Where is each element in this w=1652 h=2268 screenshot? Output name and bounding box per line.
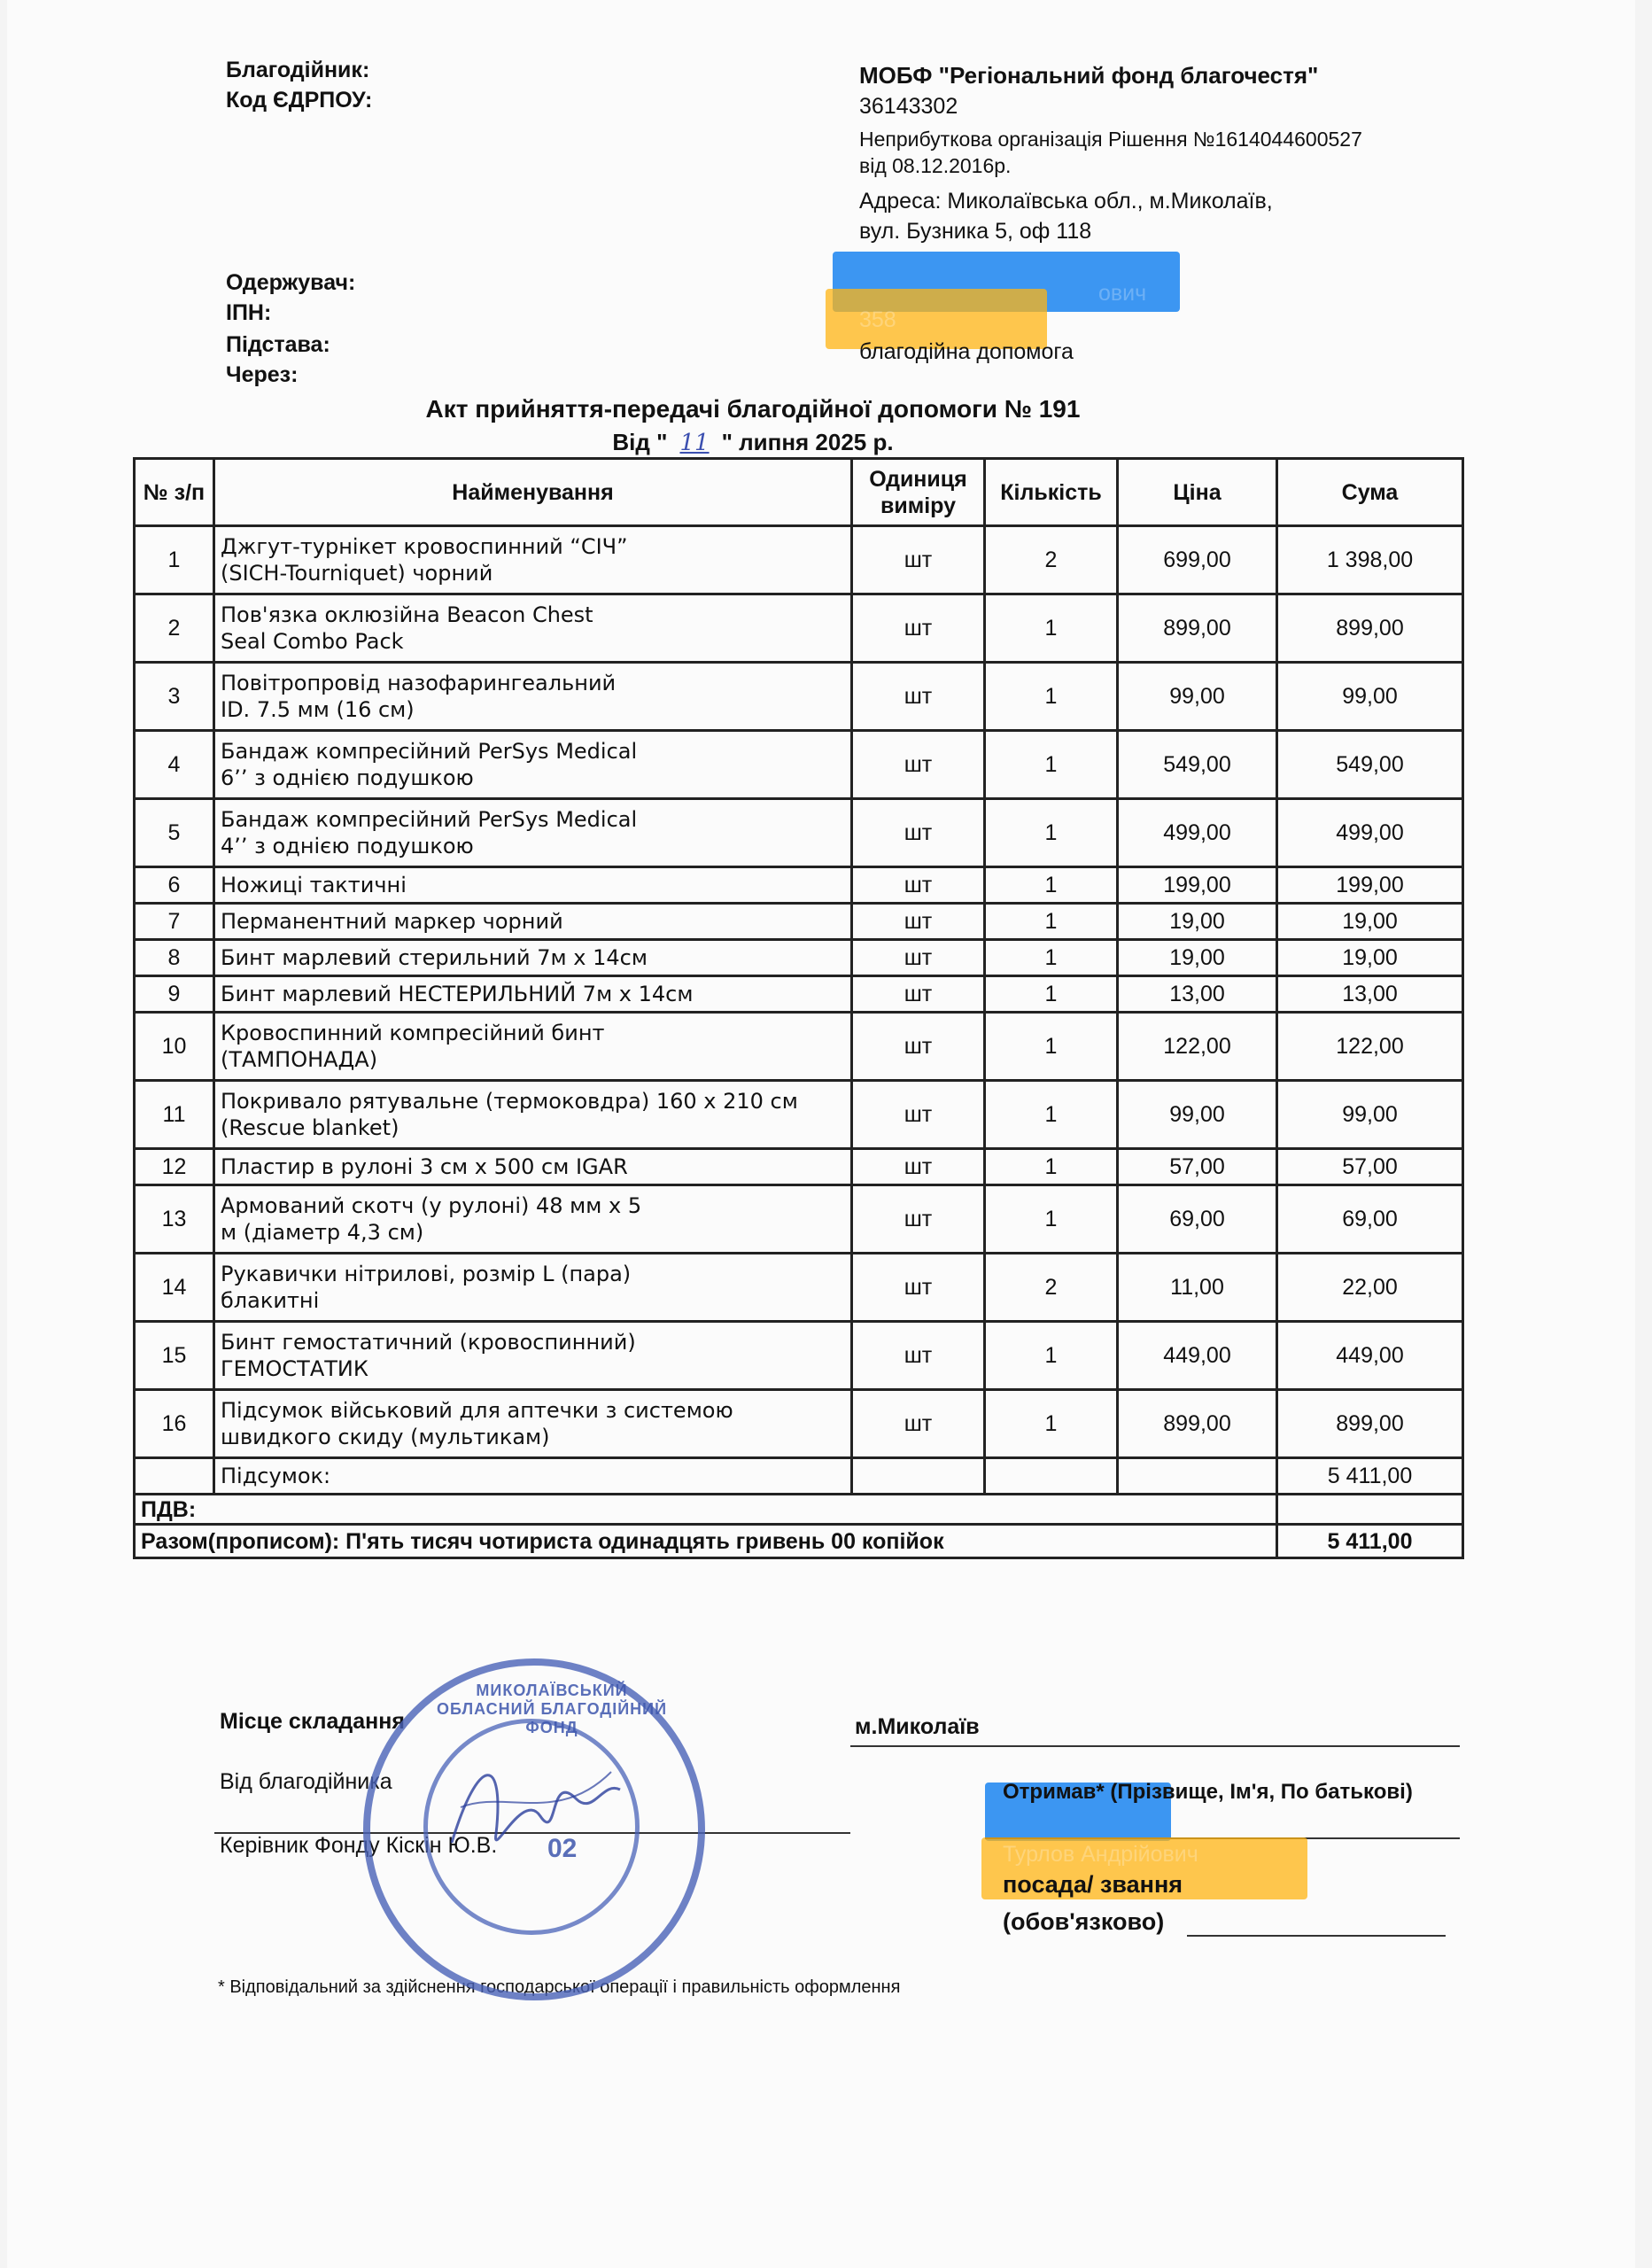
table-row <box>135 1254 1463 1322</box>
row-price: 57,00 <box>1118 1149 1277 1185</box>
row-num: 7 <box>135 904 214 940</box>
row-unit: шт <box>852 1322 985 1390</box>
total-row <box>135 1525 1463 1558</box>
date-suffix: " липня 2025 р. <box>721 429 894 455</box>
row-name-line1: Ножиці тактичні <box>221 873 407 897</box>
row-num: 10 <box>135 1013 214 1081</box>
row-unit: шт <box>852 526 985 594</box>
row-name-line2: 6’’ з однією подушкою <box>221 765 474 790</box>
row-name-line1: Кровоспинний компресійний бинт <box>221 1021 605 1045</box>
date-day: 11 <box>679 430 710 456</box>
row-name-line1: Бинт марлевий стерильний 7м х 14см <box>221 945 648 970</box>
row-sum: 1 398,00 <box>1277 526 1463 594</box>
row-sum: 499,00 <box>1277 799 1463 867</box>
row-qty: 1 <box>985 1390 1118 1458</box>
ipn-label: ІПН: <box>226 300 272 325</box>
row-name-line1: Бандаж компресійний PerSys Medical <box>221 807 638 832</box>
table-row <box>135 731 1463 799</box>
row-qty: 1 <box>985 904 1118 940</box>
receiver-value: ович <box>1098 281 1147 306</box>
signature-scribble <box>425 1736 638 1869</box>
row-unit: шт <box>852 1013 985 1081</box>
row-num: 16 <box>135 1390 214 1458</box>
address-line1: Адреса: Миколаївська обл., м.Миколаїв, <box>859 189 1273 214</box>
row-sum: 57,00 <box>1277 1149 1463 1185</box>
row-sum: 13,00 <box>1277 976 1463 1013</box>
row-qty: 1 <box>985 867 1118 904</box>
row-name-line1: Пластир в рулоні 3 см х 500 см IGAR <box>221 1154 628 1179</box>
table-row <box>135 1013 1463 1081</box>
total-value: 5 411,00 <box>1277 1525 1463 1558</box>
row-unit: шт <box>852 1185 985 1254</box>
row-num: 4 <box>135 731 214 799</box>
row-sum: 69,00 <box>1277 1185 1463 1254</box>
stamp-center-text: 02 <box>547 1834 578 1863</box>
table-row <box>135 1149 1463 1185</box>
date-prefix: Від " <box>612 429 668 455</box>
row-name <box>214 1081 852 1149</box>
row-sum: 549,00 <box>1277 731 1463 799</box>
total-words: Разом(прописом): П'ять тисяч чотириста одинадцять гривень 00 копійок <box>135 1525 1277 1558</box>
row-sum: 19,00 <box>1277 940 1463 976</box>
row-unit: шт <box>852 904 985 940</box>
header-num: № з/п <box>135 459 214 526</box>
row-price: 19,00 <box>1118 940 1277 976</box>
row-name <box>214 1185 852 1254</box>
row-qty: 2 <box>985 1254 1118 1322</box>
code-value: 36143302 <box>859 94 958 119</box>
row-unit: шт <box>852 594 985 663</box>
row-unit: шт <box>852 663 985 731</box>
header-sum: Сума <box>1277 459 1463 526</box>
subtotal-empty <box>985 1458 1118 1495</box>
row-unit: шт <box>852 940 985 976</box>
header-unit: Одиниця виміру <box>852 459 985 526</box>
row-name <box>214 1254 852 1322</box>
row-qty: 1 <box>985 1322 1118 1390</box>
header-name: Найменування <box>214 459 852 526</box>
row-name-line2: блакитні <box>221 1288 320 1313</box>
row-name <box>214 799 852 867</box>
row-sum: 22,00 <box>1277 1254 1463 1322</box>
position-label: посада/ звання <box>1003 1871 1183 1898</box>
row-price: 899,00 <box>1118 1390 1277 1458</box>
row-num: 3 <box>135 663 214 731</box>
row-name <box>214 940 852 976</box>
nonprofit-line2: від 08.12.2016р. <box>859 154 1012 177</box>
row-unit: шт <box>852 1390 985 1458</box>
through-label: Через: <box>226 362 299 387</box>
row-qty: 1 <box>985 1185 1118 1254</box>
row-name-line1: Перманентний маркер чорний <box>221 909 563 934</box>
receiver-label: Одержувач: <box>226 270 356 295</box>
row-num: 9 <box>135 976 214 1013</box>
vat-row <box>135 1495 1463 1525</box>
subtotal-value: 5 411,00 <box>1277 1458 1463 1495</box>
table-row <box>135 1322 1463 1390</box>
row-qty: 1 <box>985 1013 1118 1081</box>
row-unit: шт <box>852 976 985 1013</box>
row-sum: 99,00 <box>1277 1081 1463 1149</box>
header-qty: Кількість <box>985 459 1118 526</box>
row-price: 449,00 <box>1118 1322 1277 1390</box>
row-qty: 1 <box>985 940 1118 976</box>
row-qty: 1 <box>985 663 1118 731</box>
row-price: 549,00 <box>1118 731 1277 799</box>
received-name: Турлов Андрійович <box>1003 1842 1198 1867</box>
row-name-line2: (ТАМПОНАДА) <box>221 1047 378 1072</box>
row-price: 199,00 <box>1118 867 1277 904</box>
row-price: 69,00 <box>1118 1185 1277 1254</box>
row-name <box>214 1013 852 1081</box>
donor-name: МОБФ "Регіональний фонд благочестя" <box>859 62 1319 89</box>
table-row <box>135 594 1463 663</box>
vat-label: ПДВ: <box>135 1495 1277 1525</box>
row-name <box>214 663 852 731</box>
row-num: 14 <box>135 1254 214 1322</box>
table-row <box>135 976 1463 1013</box>
row-qty: 1 <box>985 731 1118 799</box>
row-name <box>214 594 852 663</box>
row-name-line1: Рукавички нітрилові, розмір L (пара) <box>221 1262 632 1286</box>
ipn-value: 358 <box>859 307 896 332</box>
row-unit: шт <box>852 1149 985 1185</box>
row-name-line1: Пов'язка оклюзійна Beacon Chest <box>221 602 593 627</box>
row-name-line1: Армований скотч (у рулоні) 48 мм х 5 <box>221 1193 642 1218</box>
row-num: 5 <box>135 799 214 867</box>
row-name-line2: (SICH-Tourniquet) чорний <box>221 561 493 586</box>
header-price: Ціна <box>1118 459 1277 526</box>
table-row <box>135 867 1463 904</box>
row-name <box>214 867 852 904</box>
basis-value: благодійна допомога <box>859 339 1074 364</box>
items-table <box>133 457 1464 1559</box>
row-qty: 2 <box>985 526 1118 594</box>
row-name-line2: ГЕМОСТАТИК <box>221 1356 368 1381</box>
vat-value <box>1277 1495 1463 1525</box>
row-name <box>214 976 852 1013</box>
row-num: 13 <box>135 1185 214 1254</box>
row-num: 8 <box>135 940 214 976</box>
row-sum: 199,00 <box>1277 867 1463 904</box>
subtotal-empty <box>1118 1458 1277 1495</box>
table-row <box>135 1390 1463 1458</box>
row-qty: 1 <box>985 1081 1118 1149</box>
place-label: Місце складання <box>220 1709 405 1734</box>
row-qty: 1 <box>985 594 1118 663</box>
row-name-line2: швидкого скиду (мультикам) <box>221 1425 550 1449</box>
row-price: 99,00 <box>1118 663 1277 731</box>
row-price: 19,00 <box>1118 904 1277 940</box>
row-price: 13,00 <box>1118 976 1277 1013</box>
table-row <box>135 663 1463 731</box>
table-row <box>135 1081 1463 1149</box>
subtotal-empty <box>135 1458 214 1495</box>
head-name: Керівник Фонду Кіскін Ю.В. <box>220 1833 498 1858</box>
row-num: 6 <box>135 867 214 904</box>
table-row <box>135 904 1463 940</box>
row-price: 899,00 <box>1118 594 1277 663</box>
row-num: 15 <box>135 1322 214 1390</box>
nonprofit-line1: Неприбуткова організація Рішення №1614044600527 <box>859 128 1362 151</box>
row-num: 1 <box>135 526 214 594</box>
row-price: 499,00 <box>1118 799 1277 867</box>
row-name <box>214 731 852 799</box>
code-label: Код ЄДРПОУ: <box>226 88 373 113</box>
row-num: 2 <box>135 594 214 663</box>
row-price: 122,00 <box>1118 1013 1277 1081</box>
row-sum: 19,00 <box>1277 904 1463 940</box>
row-name-line1: Бинт марлевий НЕСТЕРИЛЬНИЙ 7м х 14см <box>221 982 694 1006</box>
table-row <box>135 1185 1463 1254</box>
table-row <box>135 940 1463 976</box>
stamp-ring-text: МИКОЛАЇВСЬКИЙ ОБЛАСНИЙ БЛАГОДІЙНИЙ ФОНД <box>436 1682 668 1736</box>
row-name-line1: Джгут-турнікет кровоспинний “СІЧ” <box>221 534 628 559</box>
basis-label: Підстава: <box>226 332 330 357</box>
row-sum: 122,00 <box>1277 1013 1463 1081</box>
table-header-row <box>135 459 1463 526</box>
position-underline <box>1187 1935 1446 1937</box>
row-name-line2: 4’’ з однією подушкою <box>221 834 474 858</box>
row-num: 12 <box>135 1149 214 1185</box>
row-unit: шт <box>852 731 985 799</box>
place-underline <box>850 1745 1460 1747</box>
row-unit: шт <box>852 799 985 867</box>
row-unit: шт <box>852 1254 985 1322</box>
donor-label: Благодійник: <box>226 58 370 82</box>
row-qty: 1 <box>985 1149 1118 1185</box>
subtotal-empty <box>852 1458 985 1495</box>
subtotal-row <box>135 1458 1463 1495</box>
row-num: 11 <box>135 1081 214 1149</box>
row-sum: 449,00 <box>1277 1322 1463 1390</box>
document-date <box>133 429 1373 456</box>
row-sum: 99,00 <box>1277 663 1463 731</box>
row-name-line1: Бандаж компресійний PerSys Medical <box>221 739 638 764</box>
row-sum: 899,00 <box>1277 1390 1463 1458</box>
row-sum: 899,00 <box>1277 594 1463 663</box>
row-name <box>214 1390 852 1458</box>
row-name-line1: Повітропровід назофарингеальний <box>221 671 617 695</box>
subtotal-label: Підсумок: <box>214 1458 852 1495</box>
from-donor-label: Від благодійника <box>220 1769 392 1794</box>
row-name-line2: м (діаметр 4,3 см) <box>221 1220 424 1245</box>
row-price: 99,00 <box>1118 1081 1277 1149</box>
row-name-line2: ID. 7.5 мм (16 см) <box>221 697 415 722</box>
row-name <box>214 904 852 940</box>
row-unit: шт <box>852 1081 985 1149</box>
received-label: Отримав* (Прізвище, Ім'я, По батькові) <box>1003 1780 1413 1804</box>
row-name-line2: (Rescue blanket) <box>221 1115 399 1140</box>
document-title: Акт прийняття-передачі благодійної допомоги № 191 <box>425 395 1081 423</box>
row-name-line1: Бинт гемостатичний (кровоспинний) <box>221 1330 636 1355</box>
place-value: м.Миколаїв <box>855 1714 980 1739</box>
row-qty: 1 <box>985 976 1118 1013</box>
mandatory-label: (обов'язково) <box>1003 1908 1165 1935</box>
row-name-line1: Підсумок військовий для аптечки з системою <box>221 1398 733 1423</box>
table-row <box>135 799 1463 867</box>
footnote: * Відповідальний за здійснення господарської операції і правильність оформлення <box>218 1977 901 1997</box>
table-row <box>135 526 1463 594</box>
row-name-line1: Покривало рятувальне (термоковдра) 160 х 210 см <box>221 1089 798 1114</box>
row-name-line2: Seal Combo Pack <box>221 629 404 654</box>
row-price: 699,00 <box>1118 526 1277 594</box>
row-name <box>214 1322 852 1390</box>
row-name <box>214 1149 852 1185</box>
row-name <box>214 526 852 594</box>
row-unit: шт <box>852 867 985 904</box>
row-price: 11,00 <box>1118 1254 1277 1322</box>
address-line2: вул. Бузника 5, оф 118 <box>859 219 1092 244</box>
row-qty: 1 <box>985 799 1118 867</box>
